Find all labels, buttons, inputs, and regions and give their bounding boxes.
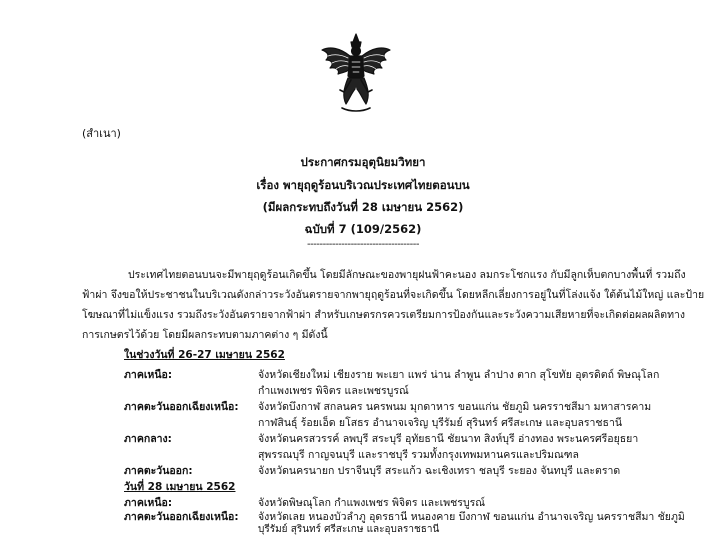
announcement-subject: เรื่อง พายุฤดูร้อนบริเวณประเทศไทยตอนบน [256,178,470,192]
region-provinces: จังหวัดนครนายก ปราจีนบุรี สระแก้ว ฉะเชิงเทรา ชลบุรี ระยอง จันทบุรี และตราด [258,465,621,477]
body-paragraph-line: โฆษณาที่ไม่แข็งแรง รวมถึงระวังอันตรายจากฟ้าผ่า สำหรับเกษตรกรควรเตรียมการป้องกันและระวังความเสียหายที่จะเกิดต่อผลผลิตทาง [82,309,686,321]
section-heading-28: วันที่ 28 เมษายน 2562 [124,481,236,493]
region-label-north: ภาคเหนือ: [124,497,173,509]
region-provinces: กาฬสินธุ์ ร้อยเอ็ด ยโสธร อำนาจเจริญ บุรีรัมย์ สุรินทร์ ศรีสะเกษ และอุบลราชธานี [258,417,623,429]
region-provinces: กำแพงเพชร พิจิตร และเพชรบูรณ์ [258,385,409,397]
body-paragraph-line: การเกษตรไว้ด้วย โดยมีผลกระทบตามภาคต่าง ๆ มีดังนี้ [82,329,328,341]
body-paragraph-line: ประเทศไทยตอนบนจะมีพายุฤดูร้อนเกิดขึ้น โดยมีลักษณะของพายุฝนฟ้าคะนอง ลมกระโชกแรง กับมีลูกเห็บตกบางพื้นที่ รวมถึง [128,269,686,281]
region-provinces: จังหวัดเชียงใหม่ เชียงราย พะเยา แพร่ น่าน ลำพูน ลำปาง ตาก สุโขทัย อุตรดิตถ์ พิษณุโลก [258,369,660,381]
region-provinces: จังหวัดนครสวรรค์ ลพบุรี สระบุรี อุทัยธานี ชัยนาท สิงห์บุรี อ่างทอง พระนครศรีอยุธยา [258,433,639,445]
announcement-title: ประกาศกรมอุตุนิยมวิทยา [300,155,426,169]
region-label-northeast: ภาคตะวันออกเฉียงเหนือ: [124,511,239,523]
divider-line: ------------------------------------ [307,239,419,250]
region-provinces: บุรีรัมย์ สุรินทร์ ศรีสะเกษ และอุบลราชธานี [258,524,440,535]
region-provinces: สุพรรณบุรี กาญจนบุรี และราชบุรี รวมทั้งกรุงเทพมหานครและปริมณฑล [258,449,579,461]
region-label-central: ภาคกลาง: [124,433,172,445]
region-label-north: ภาคเหนือ: [124,369,173,381]
region-provinces: จังหวัดพิษณุโลก กำแพงเพชร พิจิตร และเพชรบูรณ์ [258,497,485,509]
region-provinces: จังหวัดเลย หนองบัวลำภู อุดรธานี หนองคาย บึงกาฬ ขอนแก่น อำนาจเจริญ นครราชสีมา ชัยภูมิ [258,511,685,523]
body-paragraph-line: ฟ้าผ่า จึงขอให้ประชาชนในบริเวณดังกล่าวระวังอันตรายจากพายุฤดูร้อนที่จะเกิดขึ้น โดยหลีกเลี่ยงการอยู่ในที่โล่งแจ้ง ใต้ต้นไม้ใหญ่ และป้าย [82,289,705,301]
region-label-northeast: ภาคตะวันออกเฉียงเหนือ: [124,401,239,413]
section-heading-26-27: ในช่วงวันที่ 26-27 เมษายน 2562 [124,349,285,361]
garuda-emblem-icon [318,32,394,114]
region-label-east: ภาคตะวันออก: [124,465,193,477]
region-provinces: จังหวัดบึงกาฬ สกลนคร นครพนม มุกดาหาร ขอนแก่น ชัยภูมิ นครราชสีมา มหาสารคาม [258,401,652,413]
issue-number: ฉบับที่ 7 (109/2562) [304,222,422,236]
copy-label: (สำเนา) [82,127,121,140]
effect-date: (มีผลกระทบถึงวันที่ 28 เมษายน 2562) [262,200,464,214]
